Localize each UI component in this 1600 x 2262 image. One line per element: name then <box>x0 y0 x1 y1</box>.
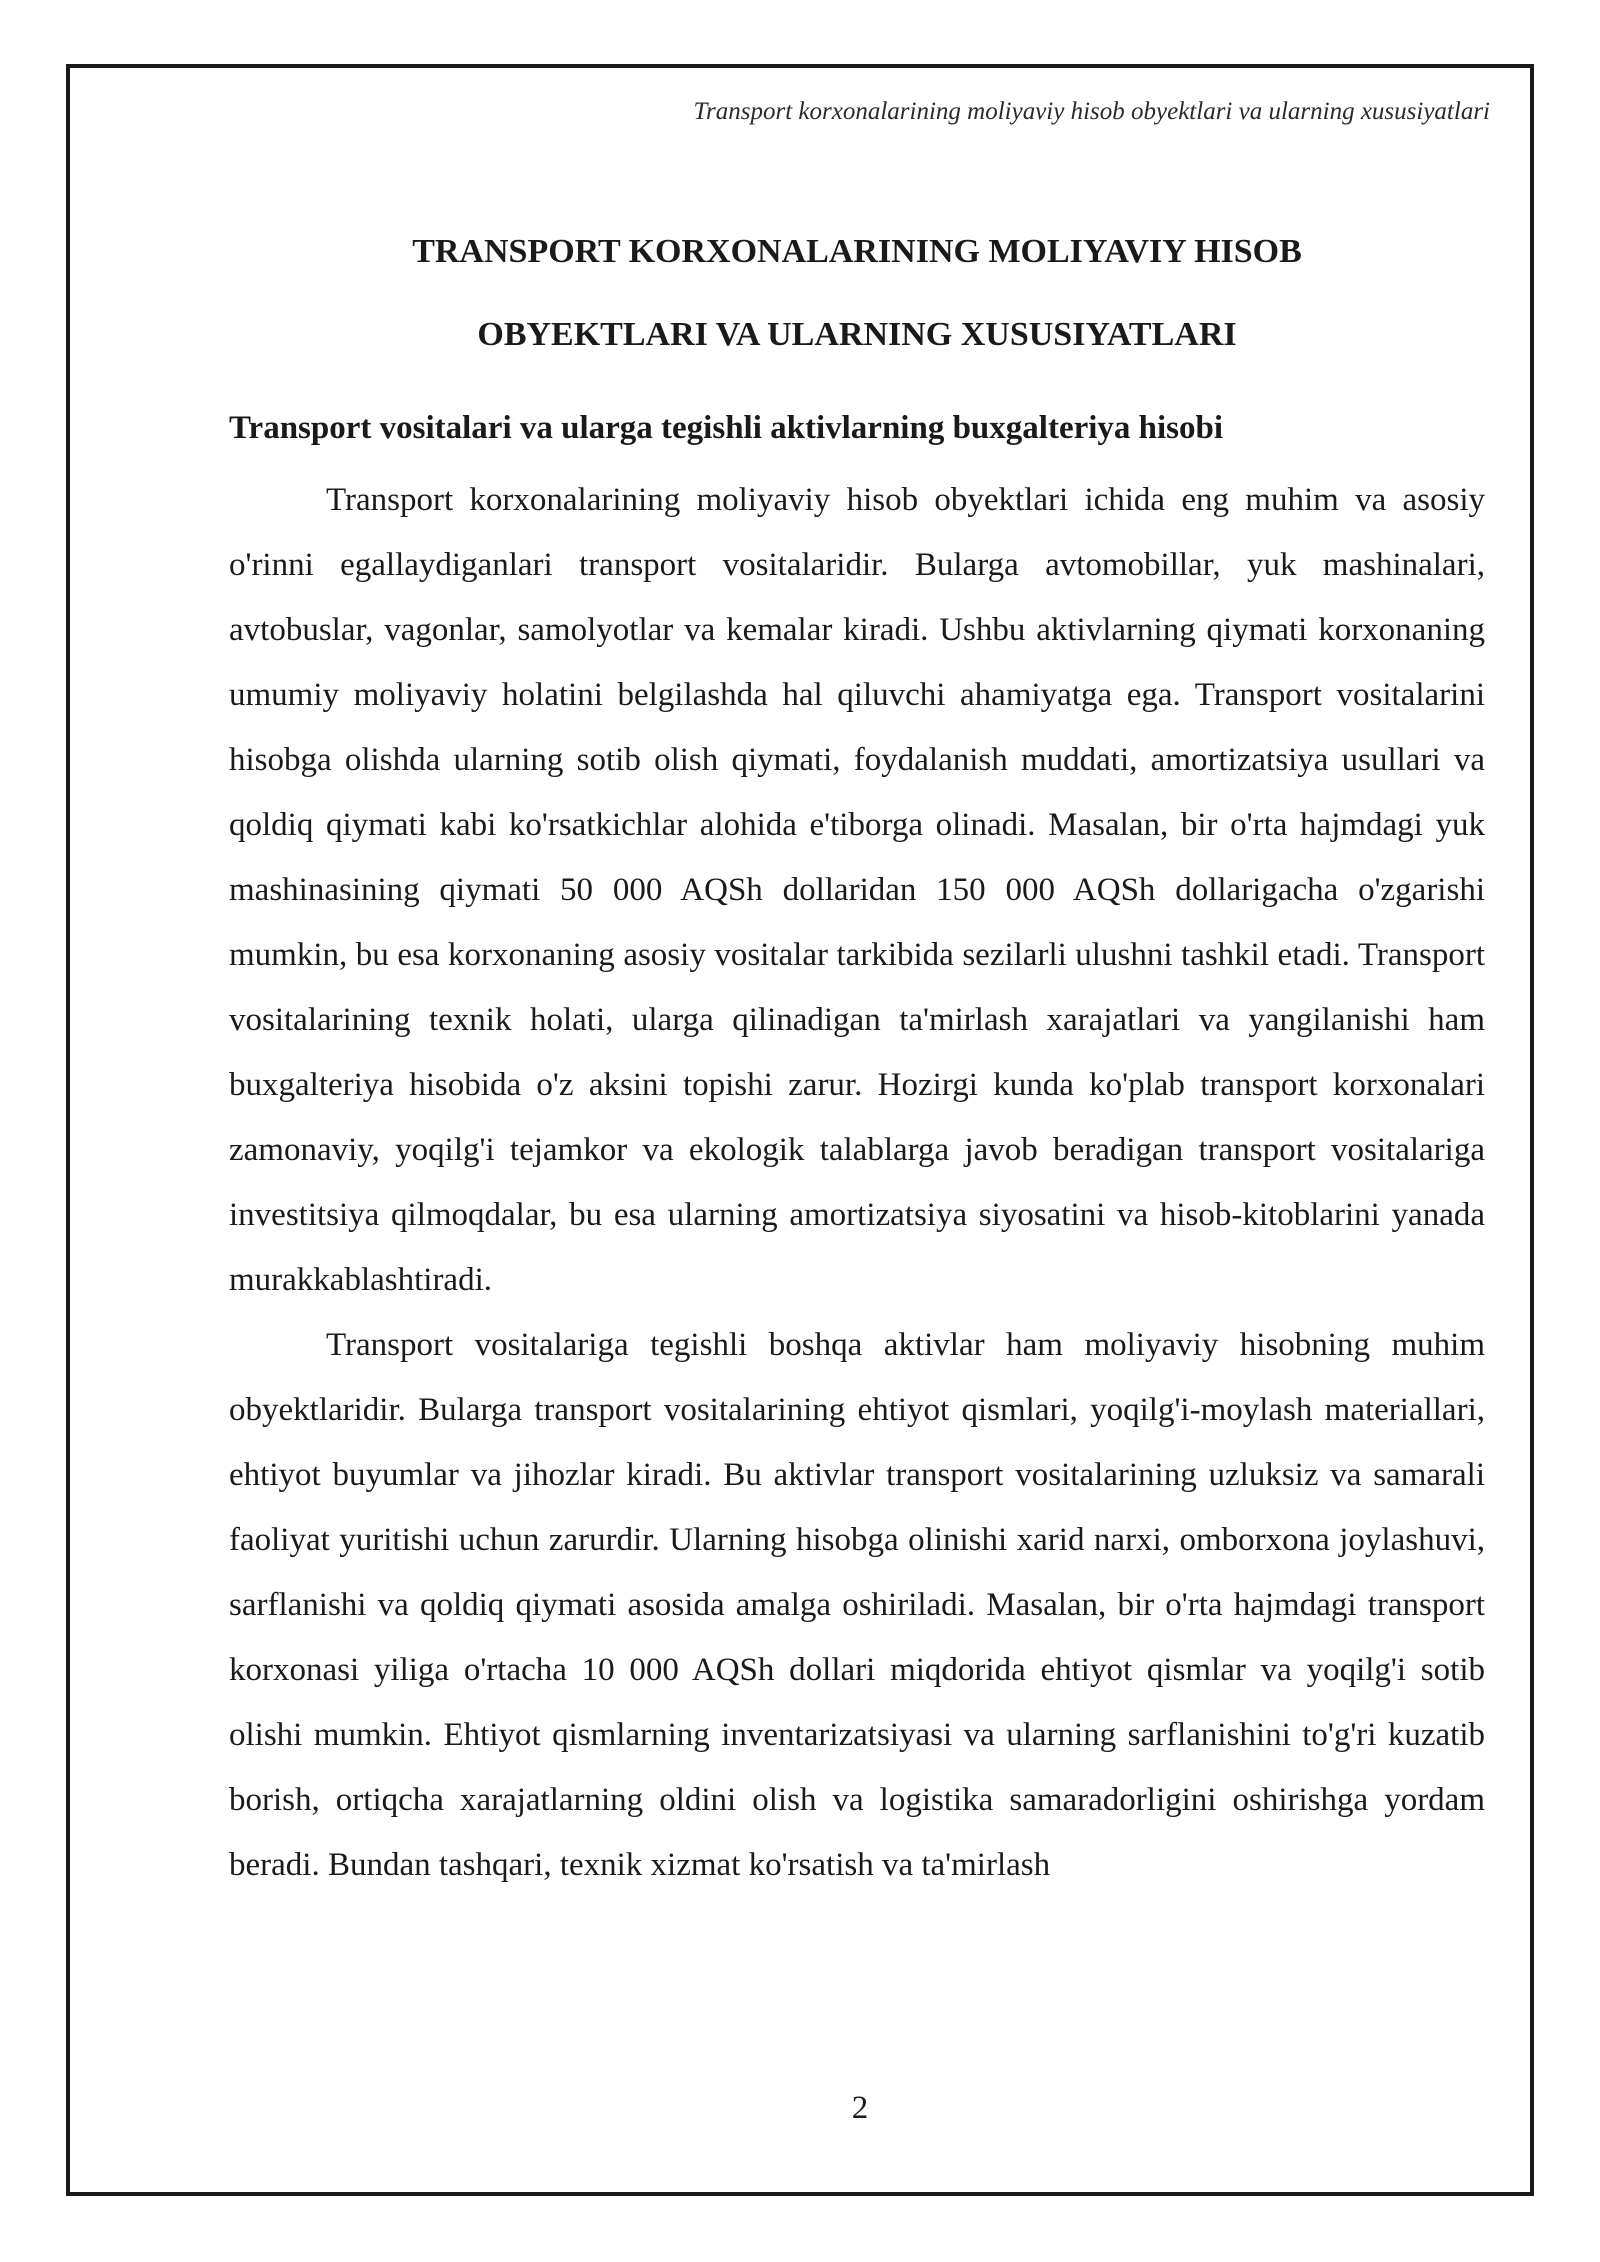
title-line-2: OBYEKTLARI VA ULARNING XUSUSIYATLARI <box>477 316 1237 353</box>
body-paragraph-2: Transport vositalariga tegishli boshqa aktivlar ham moliyaviy hisobning muhim obyektlaridir. Bularga transport vositalarining ehtiyot qismlari, yoqilg'i-moylash materiallari, ehtiyot buyumlar va jihozlar kiradi. Bu aktivlar transport vositalarining uzluksiz va samarali faoliyat yuritishi uchun zarurdir. Ularning hisobga olinishi xarid narxi, omborxona joylashuvi, sarflanishi va qoldiq qiymati asosida amalga oshiriladi. Masalan, bir o'rta hajmdagi transport korxonasi yiliga o'rtacha 10 000 AQSh dollari miqdorida ehtiyot qismlar va yoqilg'i sotib olishi mumkin. Ehtiyot qismlarning inventarizatsiyasi va ularning sarflanishini to'g'ri kuzatib borish, ortiqcha xarajatlarning oldini olish va logistika samaradorligini oshirishga yordam beradi. Bundan tashqari, texnik xizmat ko'rsatish va ta'mirlash <box>229 1327 1485 1883</box>
running-header: Transport korxonalarining moliyaviy hisob obyektlari va ularning xususiyatlari <box>693 98 1490 125</box>
section-heading: Transport vositalari va ularga tegishli aktivlarning buxgalteriya hisobi <box>229 410 1224 446</box>
body-paragraph-1: Transport korxonalarining moliyaviy hisob obyektlari ichida eng muhim va asosiy o'rinni egallaydiganlari transport vositalaridir. Bularga avtomobillar, yuk mashinalari, avtobuslar, vagonlar, samolyotlar va kemalar kiradi. Ushbu aktivlarning qiymati korxonaning umumiy moliyaviy holatini belgilashda hal qiluvchi ahamiyatga ega. Transport vositalarini hisobga olishda ularning sotib olish qiymati, foydalanish muddati, amortizatsiya usullari va qoldiq qiymati kabi ko'rsatkichlar alohida e'tiborga olinadi. Masalan, bir o'rta hajmdagi yuk mashinasining qiymati 50 000 AQSh dollaridan 150 000 AQSh dollarigacha o'zgarishi mumkin, bu esa korxonaning asosiy vositalar tarkibida sezilarli ulushni tashkil etadi. Transport vositalarining texnik holati, ularga qilinadigan ta'mirlash xarajatlari va yangilanishi ham buxgalteriya hisobida o'z aksini topishi zarur. Hozirgi kunda ko'plab transport korxonalari zamonaviy, yoqilg'i tejamkor va ekologik talablarga javob beradigan transport vositalariga investitsiya qilmoqdalar, bu esa ularning amortizatsiya siyosatini va hisob-kitoblarini yanada murakkablashtiradi. <box>229 482 1485 1298</box>
page-number: 2 <box>851 2090 869 2126</box>
page-content <box>229 210 1485 1898</box>
title-line-1: TRANSPORT KORXONALARINING MOLIYAVIY HISOB <box>412 233 1302 270</box>
document-title <box>229 210 1485 376</box>
